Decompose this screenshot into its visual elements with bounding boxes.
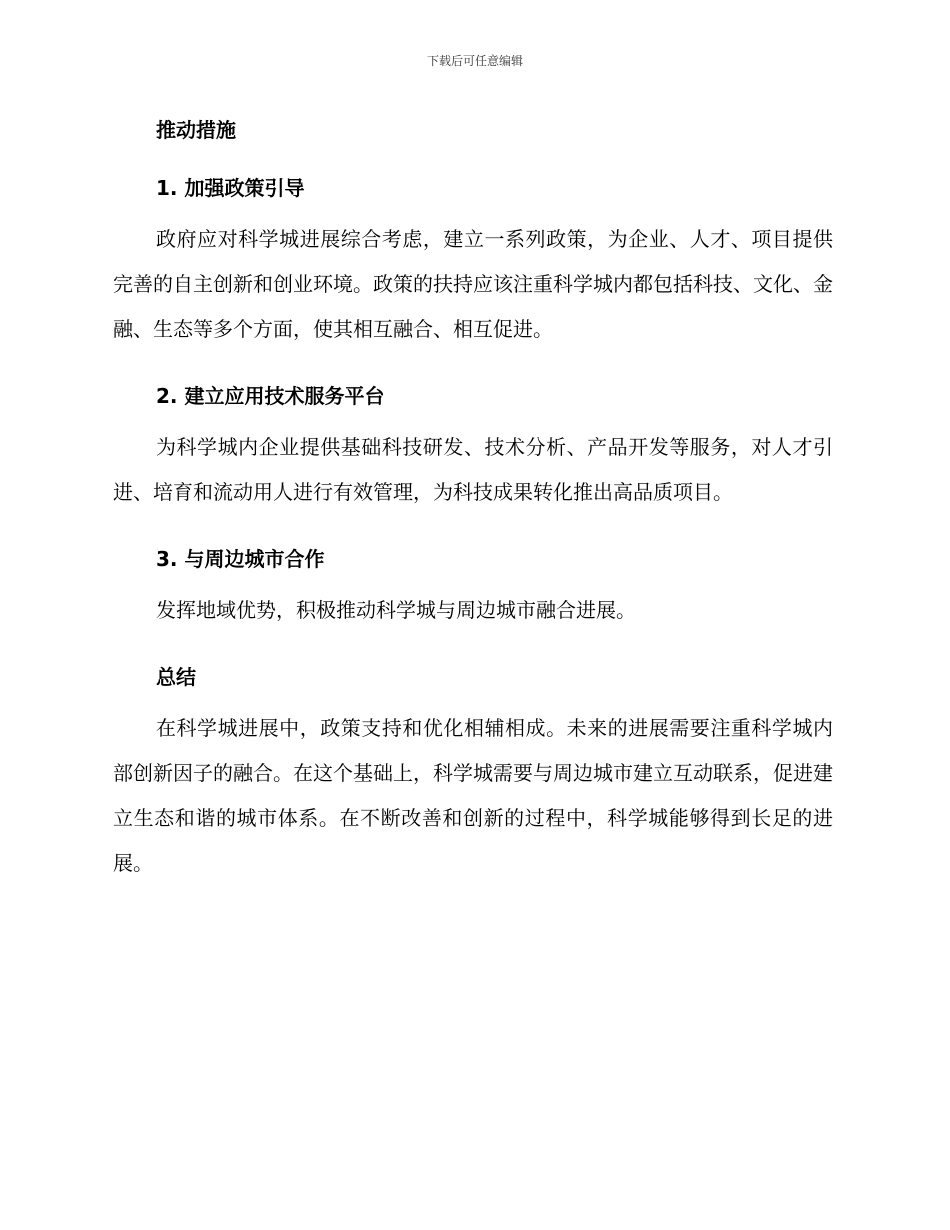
document-body bbox=[113, 112, 833, 886]
paragraph-tech-service-platform: 为科学城内企业提供基础科技研发、技术分析、产品开发等服务，对人才引进、培育和流动用人进行有效管理，为科技成果转化推出高品质项目。 bbox=[113, 435, 833, 504]
section-heading-policy-guidance: 1. 加强政策引导 bbox=[156, 176, 305, 200]
paragraph-summary: 在科学城进展中，政策支持和优化相辅相成。未来的进展需要注重科学城内部创新因子的融合。在这个基础上，科学城需要与周边城市建立互动联系，促进建立生态和谐的城市体系。在不断改善和创新的过程中，科学城能够得到长足的进展。 bbox=[113, 716, 833, 875]
section-heading-measures: 推动措施 bbox=[156, 118, 236, 142]
paragraph-city-cooperation: 发挥地域优势，积极推动科学城与周边城市融合进展。 bbox=[156, 598, 636, 622]
section-heading-summary: 总结 bbox=[156, 665, 196, 689]
page-header: 下载后可任意编辑 bbox=[426, 54, 523, 68]
section-heading-tech-service-platform: 2. 建立应用技术服务平台 bbox=[156, 384, 385, 408]
section-heading-city-cooperation: 3. 与周边城市合作 bbox=[156, 547, 325, 571]
paragraph-policy-guidance: 政府应对科学城进展综合考虑，建立一系列政策，为企业、人才、项目提供完善的自主创新和创业环境。政策的扶持应该注重科学城内都包括科技、文化、金融、生态等多个方面，使其相互融合、相互促进。 bbox=[113, 227, 833, 341]
